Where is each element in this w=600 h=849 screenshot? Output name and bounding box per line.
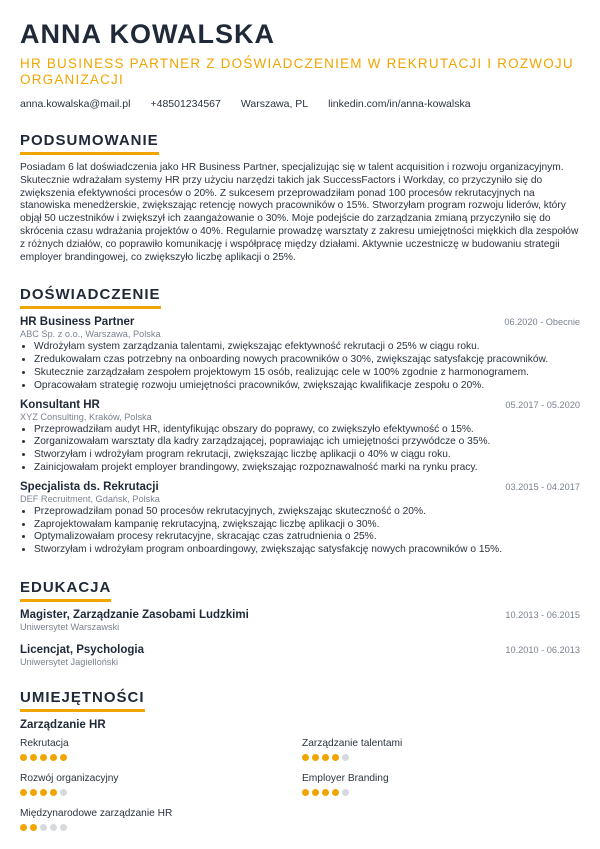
contact-email[interactable]: anna.kowalska@mail.pl [20, 98, 131, 110]
education-date: 10.2010 - 06.2013 [505, 644, 580, 655]
job-bullets [20, 341, 580, 392]
job-bullet: • Stworzyłam i wdrożyłam program onboardingowy, zwiększając satysfakcję nowych pracowników o 15%. [34, 544, 580, 557]
job-title: Konsultant HR [20, 398, 100, 411]
job-header [20, 399, 580, 411]
education-degree: Magister, Zarządzanie Zasobami Ludzkimi [20, 608, 249, 621]
skill-name: Employer Branding [302, 772, 389, 784]
job-company: XYZ Consulting, Kraków, Polska [20, 411, 152, 422]
education-date: 10.2013 - 06.2015 [505, 609, 580, 620]
skill-dot-filled [20, 789, 27, 796]
job-header [20, 481, 580, 493]
education-school: Uniwersytet Warszawski [20, 621, 120, 632]
job-bullet: • Optymalizowałam procesy rekrutacyjne, skracając czas zatrudnienia o 25%. [34, 531, 580, 544]
skill-dot-filled [50, 789, 57, 796]
job-date: 05.2017 - 05.2020 [505, 399, 580, 410]
education-entry [20, 644, 580, 667]
skill-group-title: Zarządzanie HR [20, 718, 106, 731]
skill-name: Międzynarodowe zarządzanie HR [20, 807, 173, 819]
skill-dot-empty [342, 754, 349, 761]
contact-location: Warszawa, PL [240, 98, 309, 110]
skill-item [20, 807, 302, 831]
job-company: DEF Recruitment, Gdańsk, Polska [20, 493, 160, 504]
skill-dot-filled [20, 824, 27, 831]
skill-dot-filled [332, 754, 339, 761]
skill-dot-filled [30, 824, 37, 831]
skill-dot-empty [60, 824, 67, 831]
education-degree: Licencjat, Psychologia [20, 643, 144, 656]
skill-dot-filled [30, 789, 37, 796]
experience-section [20, 286, 580, 557]
skill-dot-filled [322, 789, 329, 796]
summary-section [20, 132, 580, 264]
skill-dot-filled [40, 754, 47, 761]
skill-dot-filled [40, 789, 47, 796]
job-bullet: • Stworzyłam i wdrożyłam program rekrutacji, zwiększając liczbę aplikacji o 40% w ciągu roku. [34, 449, 580, 462]
job-bullets [20, 506, 580, 557]
skill-level-dots [302, 754, 582, 761]
section-title: EDUKACJA [20, 579, 111, 602]
skill-level-dots [20, 824, 302, 831]
skill-level-dots [20, 754, 302, 761]
skill-dot-filled [302, 754, 309, 761]
section-title: DOŚWIADCZENIE [20, 286, 161, 309]
job-bullet: • Wdrożyłam system zarządzania talentami, zwiększając efektywność rekrutacji o 25% w ciągu roku. [34, 341, 580, 354]
job-entry [20, 399, 580, 475]
education-section [20, 579, 580, 667]
skill-level-dots [302, 789, 582, 796]
skill-dot-filled [60, 754, 67, 761]
job-entry [20, 316, 580, 392]
skill-item [302, 772, 582, 796]
job-bullet: • Zainicjowałam projekt employer brandingowy, zwiększając rozpoznawalność marki na rynku pracy. [34, 462, 580, 475]
job-company: ABC Sp. z o.o., Warszawa, Polska [20, 329, 161, 340]
contact-linkedin[interactable]: linkedin.com/in/anna-kowalska [328, 98, 471, 110]
contact-row [20, 98, 580, 110]
skill-dot-filled [50, 754, 57, 761]
skill-name: Rozwój organizacyjny [20, 772, 119, 784]
skills-grid [20, 737, 580, 831]
skill-dot-empty [342, 789, 349, 796]
section-title: PODSUMOWANIE [20, 132, 159, 155]
job-header [20, 316, 580, 328]
contact-phone[interactable]: +48501234567 [150, 98, 221, 110]
skill-item [20, 737, 302, 761]
skill-dot-filled [322, 754, 329, 761]
job-entry [20, 481, 580, 557]
skill-dot-filled [332, 789, 339, 796]
skill-dot-filled [20, 754, 27, 761]
skill-name: Rekrutacja [20, 737, 69, 749]
education-list [20, 609, 580, 667]
skill-dot-filled [30, 754, 37, 761]
jobs-list [20, 316, 580, 557]
candidate-headline: HR BUSINESS PARTNER Z DOŚWIADCZENIEM W REKRUTACJI I ROZWOJU ORGANIZACJI [20, 56, 574, 87]
job-bullet: • Zredukowałam czas potrzebny na onboarding nowych pracowników o 30%, zwiększając satysfakcję pracowników. [34, 354, 580, 367]
job-title: Specjalista ds. Rekrutacji [20, 480, 159, 493]
skill-dot-filled [312, 754, 319, 761]
skill-dot-empty [50, 824, 57, 831]
job-date: 03.2015 - 04.2017 [505, 481, 580, 492]
section-title: UMIEJĘTNOŚCI [20, 689, 145, 712]
job-bullet: • Opracowałam strategię rozwoju umiejętności pracowników, zwiększając kwalifikacje zespołu o 20%. [34, 380, 580, 393]
skill-level-dots [20, 789, 302, 796]
skill-dot-empty [40, 824, 47, 831]
skills-section [20, 689, 580, 831]
skill-dot-filled [302, 789, 309, 796]
education-header [20, 609, 580, 621]
skill-dot-empty [60, 789, 67, 796]
summary-text: Posiadam 6 lat doświadczenia jako HR Business Partner, specjalizując się w talent acquisition i rozwoju organizacyjnym. Skutecznie wdrażałam systemy HR przy użyciu narzędzi takich jak SuccessFactors i Workday, co przyczyniło się do zwiększenia efektywności procesów o 20%. Z sukcesem przeprowadziłam ponad 100 procesów rekrutacyjnych na stanowiska menedżerskie, zwiększając retencję nowych pracowników o 15%. Stworzyłam program rozwoju liderów, który objął 50 uczestników i zwiększył ich zaangażowanie o 30%. Moje podejście do zarządzania zmianą przyczyniło się do skrócenia czasu wdrażania projektów o 40%. Regularnie prowadzę warsztaty z zakresu umiejętności miękkich dla zespołów z różnych działów, co poprawiło komunikację i współpracę między działami. Aktywnie uczestniczę w budowaniu strategii employer brandingowej, co zwiększyło liczbę aplikacji o 25%. [20, 162, 579, 263]
job-bullet: • Przeprowadziłam audyt HR, identyfikując obszary do poprawy, co zwiększyło efektywność o 15%. [34, 424, 580, 437]
skill-item [20, 772, 302, 796]
education-school: Uniwersytet Jagielloński [20, 656, 119, 667]
job-bullet: • Przeprowadziłam ponad 50 procesów rekrutacyjnych, zwiększając skuteczność o 20%. [34, 506, 580, 519]
skill-dot-filled [312, 789, 319, 796]
education-header [20, 644, 580, 656]
skill-item [302, 737, 582, 761]
job-bullet: • Skutecznie zarządzałam zespołem projektowym 15 osób, realizując cele w 100% zgodnie z harmonogramem. [34, 367, 580, 380]
job-title: HR Business Partner [20, 316, 135, 329]
education-entry [20, 609, 580, 632]
candidate-name: ANNA KOWALSKA [20, 19, 275, 49]
job-bullet: • Zaprojektowałam kampanię rekrutacyjną, zwiększając liczbę aplikacji o 30%. [34, 519, 580, 532]
skill-name: Zarządzanie talentami [302, 737, 403, 749]
job-date: 06.2020 - Obecnie [504, 317, 580, 328]
job-bullet: • Zorganizowałam warsztaty dla kadry zarządzającej, poprawiając ich umiejętności przywódcze o 35%. [34, 436, 580, 449]
job-bullets [20, 424, 580, 475]
